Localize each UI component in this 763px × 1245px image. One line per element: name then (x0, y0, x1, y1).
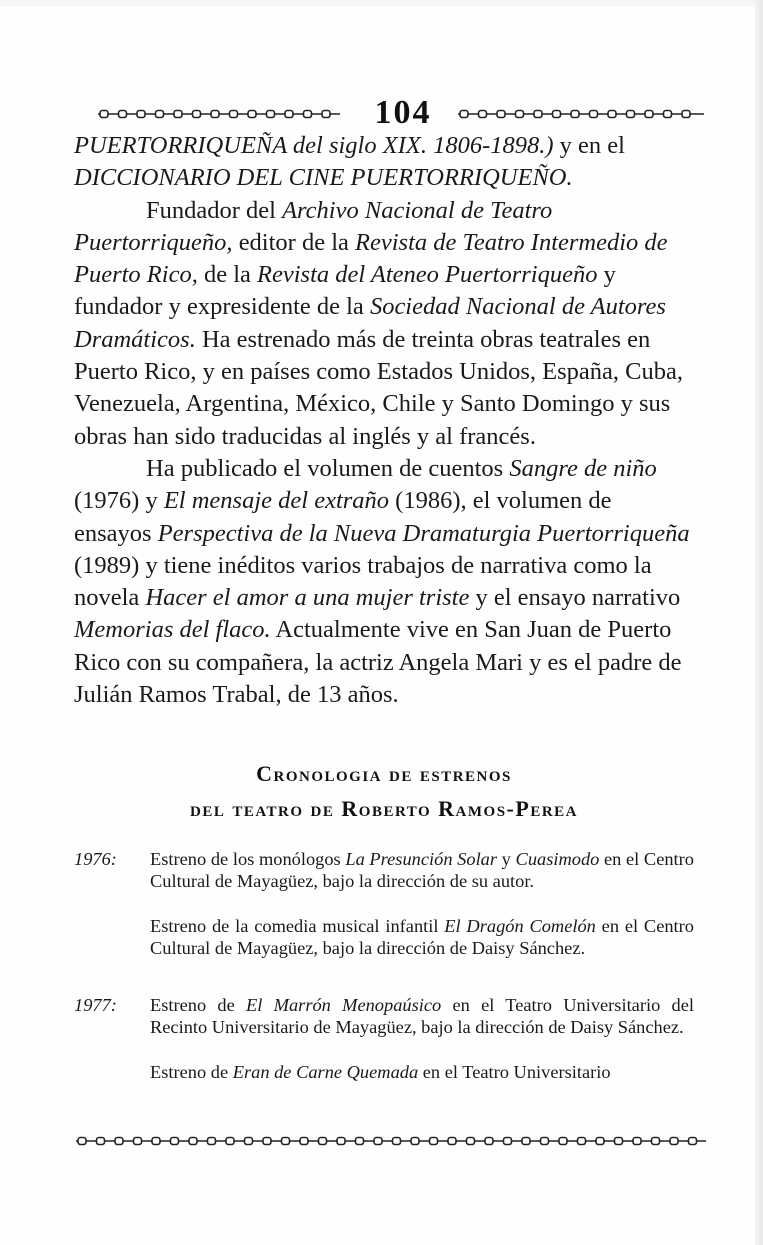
chain-link (171, 1138, 179, 1145)
chain-right-icon (458, 109, 704, 119)
text-run: (1976) y (74, 487, 164, 515)
chain-link (553, 111, 561, 118)
chain-link (590, 111, 598, 118)
italic-title: La Presunción Solar (345, 849, 498, 869)
italic-title: Eran de Carne Quemada (232, 1061, 419, 1082)
footer-chain-ornament (76, 1134, 706, 1146)
chain-link (115, 1138, 123, 1145)
text-run: Fundador del (146, 196, 283, 224)
chain-link (267, 111, 275, 118)
chain-link (652, 1138, 660, 1145)
entry-text (150, 1061, 694, 1083)
text-run: Ha publicado el volumen de cuentos (146, 454, 510, 482)
chain-link (134, 1138, 142, 1145)
chain-link (645, 111, 653, 118)
italic-title: Archivo Nacional de Teatro Puertorriqueño, (74, 196, 553, 256)
chain-link (596, 1138, 604, 1145)
entry-text (150, 915, 694, 960)
chain-link (522, 1138, 530, 1145)
section-title (74, 756, 694, 826)
chain-link (193, 111, 201, 118)
chain-left-icon (98, 109, 340, 119)
chain-link (300, 1138, 308, 1145)
italic-title: El Dragón Comelón (444, 915, 596, 936)
italic-title: Revista de Teatro Intermedio de Puerto Rico, (74, 228, 668, 289)
chain-link (137, 111, 145, 118)
text-run: de la (197, 261, 258, 289)
chain-link (497, 111, 505, 118)
chain-link (119, 111, 127, 118)
text-run: (1986), el volumen de ensayos (74, 487, 612, 547)
entry-year: 1976: (74, 849, 117, 869)
text-run: y (497, 849, 516, 869)
text-run: Estreno de (150, 1061, 233, 1082)
chain-link (337, 1138, 345, 1145)
text-run: editor de la (232, 228, 356, 256)
text-run: Estreno de los monólogos (150, 849, 346, 869)
paragraph-publications (74, 453, 694, 711)
page-header (98, 96, 704, 130)
chain-link (322, 111, 330, 118)
text-run: Estreno de (150, 995, 247, 1016)
header-left-chain-ornament (98, 109, 340, 119)
chain-link (78, 1138, 86, 1145)
chain-link (541, 1138, 549, 1145)
text-run: y el ensayo narrativo (469, 584, 681, 612)
text-run: en el Teatro Universitario (418, 1061, 611, 1082)
italic-title: Sociedad Nacional de Autores Dramáticos. (74, 293, 666, 353)
chain-footer-icon (76, 1135, 706, 1147)
chain-link (263, 1138, 271, 1145)
chain-link (571, 111, 579, 118)
italic-title: DICCIONARIO DEL CINE PUERTORRIQUEÑO. (74, 164, 573, 192)
chain-link (534, 111, 542, 118)
chain-link (479, 111, 487, 118)
chronology-list (74, 848, 694, 1105)
italic-title: Memorias del flaco. (74, 616, 271, 644)
italic-title: El mensaje del extraño (163, 487, 390, 515)
section-title-line-1: Cronologia de estrenos (256, 761, 512, 786)
chain-link (248, 111, 256, 118)
chain-link (97, 1138, 105, 1145)
chain-link (208, 1138, 216, 1145)
chain-link (174, 111, 182, 118)
chain-link (682, 111, 690, 118)
chain-link (393, 1138, 401, 1145)
paragraph-founder (74, 195, 694, 453)
chain-link (460, 111, 468, 118)
chronology-entry (74, 1061, 694, 1083)
chronology-entry (74, 915, 694, 960)
italic-title: PUERTORRIQUEÑA del siglo XIX. 1806-1898.) (74, 132, 554, 159)
chain-link (627, 111, 635, 118)
body-text (74, 130, 694, 711)
text-run: Estreno de la comedia musical infantil (150, 915, 445, 936)
entry-text (150, 994, 694, 1039)
entry-year (74, 915, 150, 960)
chain-link (226, 1138, 234, 1145)
entry-year: 1977: (74, 995, 117, 1016)
page-top-edge (0, 0, 763, 6)
entry-year (74, 1061, 150, 1083)
chain-link (282, 1138, 290, 1145)
chain-link (448, 1138, 456, 1145)
header-right-chain-ornament (458, 109, 704, 119)
italic-title: Sangre de niño (509, 454, 657, 482)
chain-link (411, 1138, 419, 1145)
text-run: en el Centro Cultural de Mayagüez, bajo la dirección de su autor. (150, 849, 694, 892)
italic-title: Perspectiva de la Nueva Dramaturgia Puertorriqueña (157, 519, 690, 547)
chain-link (689, 1138, 697, 1145)
chain-link (230, 111, 238, 118)
section-title-line-2: del teatro de Roberto Ramos-Perea (189, 796, 578, 821)
chain-link (285, 111, 293, 118)
italic-title: El Marrón Menopaúsico (246, 995, 442, 1016)
chain-link (504, 1138, 512, 1145)
chain-link (578, 1138, 586, 1145)
text-run: en el Teatro Universitario del Recinto Universitario de Mayagüez, bajo la dirección de Daisy Sánchez. (150, 995, 695, 1038)
text-run: y en el (553, 132, 625, 159)
italic-title: Revista del Ateneo Puertorriqueño (257, 261, 598, 289)
chain-link (100, 111, 108, 118)
chain-link (356, 1138, 364, 1145)
chain-link (430, 1138, 438, 1145)
chain-link (211, 111, 219, 118)
chain-link (559, 1138, 567, 1145)
page-number: 104 (374, 94, 432, 131)
text-run: Ha estrenado más de treinta obras teatrales en Puerto Rico, y en países como Estados Unidos, España, Cuba, Venezuela, Argentina, México, Chile y Santo Domingo y sus obras han sido traducidas al inglés y al francés. (74, 325, 684, 450)
chain-link (189, 1138, 197, 1145)
chain-link (664, 111, 672, 118)
chain-link (670, 1138, 678, 1145)
chronology-entry (74, 994, 694, 1039)
chain-link (304, 111, 312, 118)
chain-link (615, 1138, 623, 1145)
chain-link (608, 111, 616, 118)
chronology-entry (74, 848, 694, 893)
chain-link (156, 111, 164, 118)
chain-link (152, 1138, 160, 1145)
chain-link (516, 111, 524, 118)
text-run: y fundador y expresidente de la (74, 261, 616, 321)
text-run: (1989) y tiene inéditos varios trabajos de narrativa como la novela (74, 551, 652, 612)
italic-title: Cuasimodo (515, 849, 600, 869)
entry-text (150, 848, 694, 893)
chain-link (319, 1138, 327, 1145)
italic-title: Hacer el amor a una mujer triste (145, 584, 470, 612)
paragraph-continuation (74, 130, 694, 195)
text-run: Actualmente vive en San Juan de Puerto Rico con su compañera, la actriz Angela Mari y es el padre de Julián Ramos Trabal, de 13 años. (74, 616, 682, 709)
text-run: en el Centro Cultural de Mayagüez, bajo la dirección de Daisy Sánchez. (150, 915, 694, 958)
chain-link (485, 1138, 493, 1145)
chain-link (633, 1138, 641, 1145)
chain-link (245, 1138, 253, 1145)
chain-link (467, 1138, 475, 1145)
page-right-edge (755, 0, 763, 1245)
chain-link (374, 1138, 382, 1145)
